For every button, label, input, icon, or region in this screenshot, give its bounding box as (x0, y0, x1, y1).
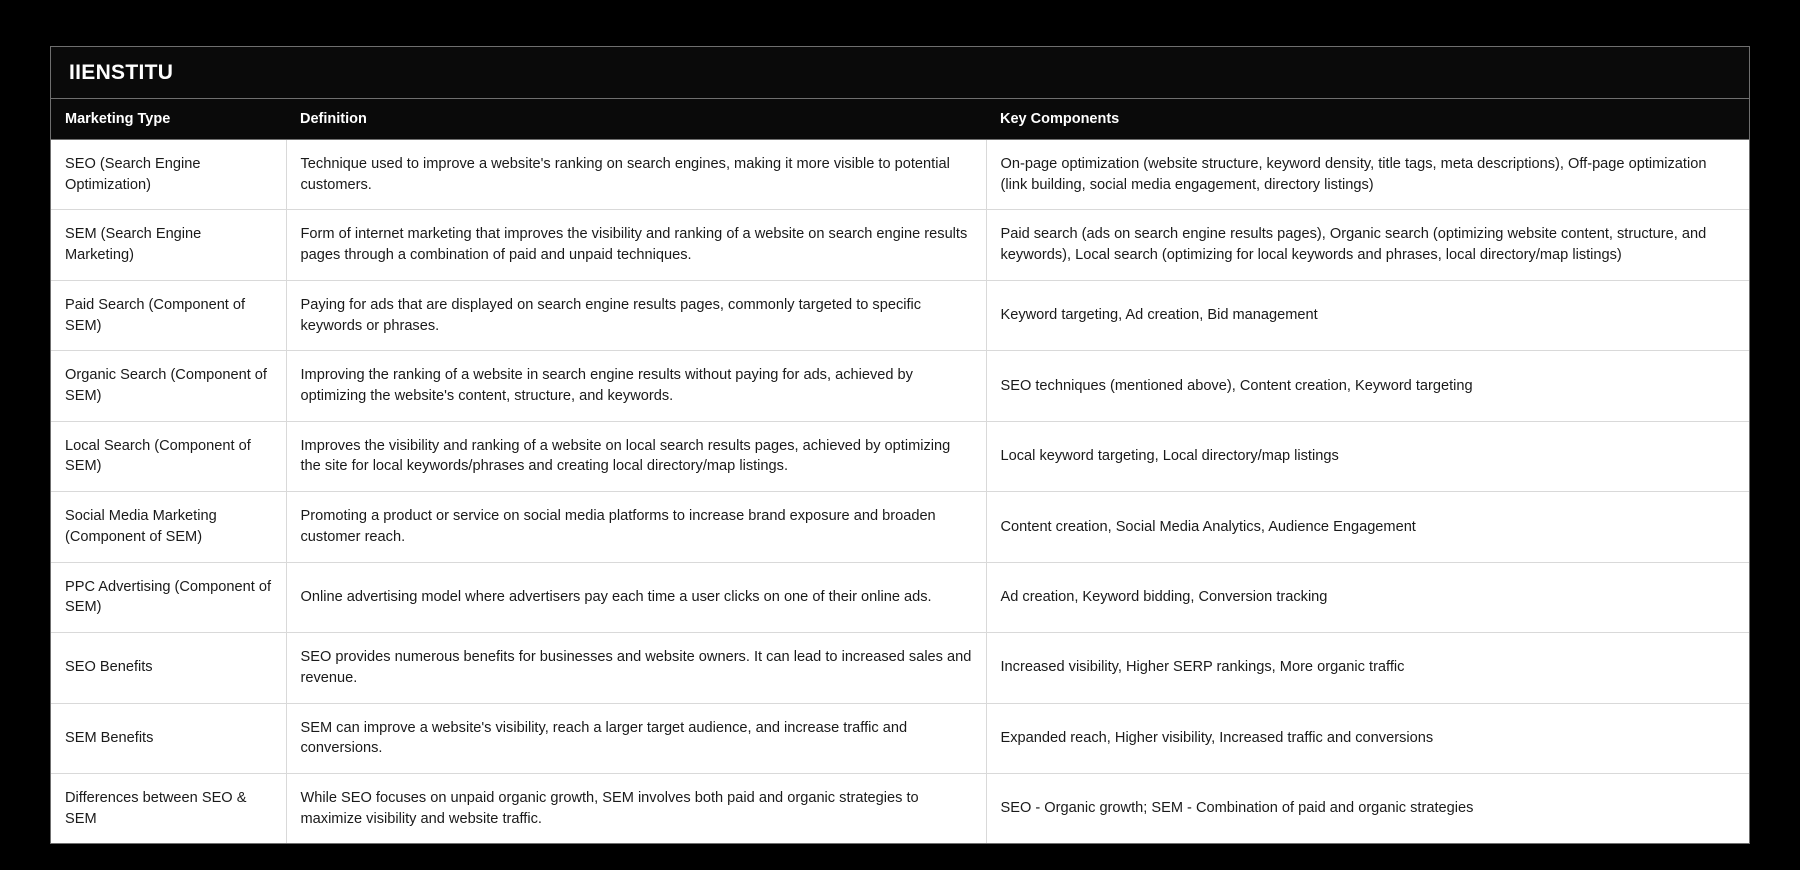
cell-definition: Paying for ads that are displayed on search engine results pages, commonly targeted to specific keywords or phrases. (286, 280, 986, 350)
cell-key-components: Paid search (ads on search engine results pages), Organic search (optimizing website content, structure, and keywords), Local search (optimizing for local keywords and phrases, local directory/map listings) (986, 210, 1749, 280)
cell-key-components: Ad creation, Keyword bidding, Conversion tracking (986, 562, 1749, 632)
brand-title: IIENSTITU (69, 60, 174, 84)
cell-key-components: SEO techniques (mentioned above), Content creation, Keyword targeting (986, 351, 1749, 421)
cell-definition: Promoting a product or service on social media platforms to increase brand exposure and broaden customer reach. (286, 492, 986, 562)
table-row (51, 492, 1749, 562)
cell-definition: Improving the ranking of a website in search engine results without paying for ads, achieved by optimizing the website's content, structure, and keywords. (286, 351, 986, 421)
cell-marketing-type: Paid Search (Component of SEM) (51, 280, 286, 350)
cell-marketing-type: PPC Advertising (Component of SEM) (51, 562, 286, 632)
marketing-comparison-table (51, 99, 1749, 843)
cell-marketing-type: Differences between SEO & SEM (51, 773, 286, 843)
cell-definition: SEM can improve a website's visibility, reach a larger target audience, and increase traffic and conversions. (286, 703, 986, 773)
cell-key-components: Local keyword targeting, Local directory/map listings (986, 421, 1749, 491)
cell-definition: Improves the visibility and ranking of a website on local search results pages, achieved by optimizing the site for local keywords/phrases and creating local directory/map listings. (286, 421, 986, 491)
table-header (51, 99, 1749, 140)
column-header-key-components: Key Components (986, 99, 1749, 140)
info-table-card (50, 46, 1750, 844)
cell-definition: Online advertising model where advertisers pay each time a user clicks on one of their online ads. (286, 562, 986, 632)
cell-key-components: SEO - Organic growth; SEM - Combination of paid and organic strategies (986, 773, 1749, 843)
cell-definition: Form of internet marketing that improves the visibility and ranking of a website on search engine results pages through a combination of paid and unpaid techniques. (286, 210, 986, 280)
cell-key-components: On-page optimization (website structure, keyword density, title tags, meta descriptions), Off-page optimization (link building, social media engagement, directory listings) (986, 140, 1749, 210)
table-row (51, 351, 1749, 421)
cell-marketing-type: Social Media Marketing (Component of SEM) (51, 492, 286, 562)
cell-key-components: Expanded reach, Higher visibility, Increased traffic and conversions (986, 703, 1749, 773)
table-row (51, 210, 1749, 280)
cell-marketing-type: Local Search (Component of SEM) (51, 421, 286, 491)
cell-key-components: Content creation, Social Media Analytics, Audience Engagement (986, 492, 1749, 562)
cell-marketing-type: SEO (Search Engine Optimization) (51, 140, 286, 210)
cell-marketing-type: SEO Benefits (51, 633, 286, 703)
table-row (51, 280, 1749, 350)
table-row (51, 633, 1749, 703)
column-header-definition: Definition (286, 99, 986, 140)
table-row (51, 421, 1749, 491)
table-row (51, 703, 1749, 773)
cell-key-components: Increased visibility, Higher SERP rankings, More organic traffic (986, 633, 1749, 703)
table-row (51, 140, 1749, 210)
table-body (51, 140, 1749, 844)
cell-definition: While SEO focuses on unpaid organic growth, SEM involves both paid and organic strategies to maximize visibility and website traffic. (286, 773, 986, 843)
cell-marketing-type: SEM Benefits (51, 703, 286, 773)
brand-header (51, 47, 1749, 99)
cell-definition: Technique used to improve a website's ranking on search engines, making it more visible to potential customers. (286, 140, 986, 210)
cell-definition: SEO provides numerous benefits for businesses and website owners. It can lead to increased sales and revenue. (286, 633, 986, 703)
cell-marketing-type: SEM (Search Engine Marketing) (51, 210, 286, 280)
cell-marketing-type: Organic Search (Component of SEM) (51, 351, 286, 421)
table-header-row (51, 99, 1749, 140)
table-row (51, 562, 1749, 632)
table-row (51, 773, 1749, 843)
cell-key-components: Keyword targeting, Ad creation, Bid management (986, 280, 1749, 350)
column-header-marketing-type: Marketing Type (51, 99, 286, 140)
